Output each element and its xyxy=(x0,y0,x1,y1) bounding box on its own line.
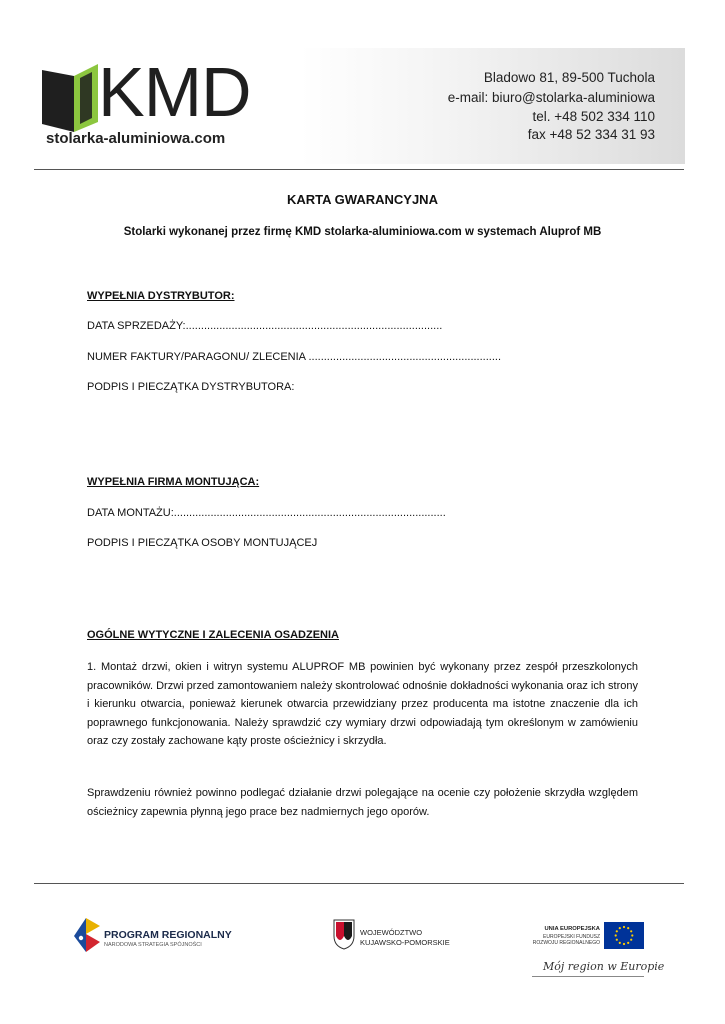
distributor-signature-field: PODPIS I PIECZĄTKA DYSTRYBUTORA: xyxy=(87,381,295,393)
eu-fund-label-2: ROZWOJU REGIONALNEGO xyxy=(532,940,600,946)
contact-address: Bladowo 81, 89-500 Tuchola xyxy=(483,70,655,85)
region-coat-of-arms-icon xyxy=(332,918,356,950)
logo-url: stolarka-aluminiowa.com xyxy=(46,130,226,147)
region-motto: Mój region w Europie xyxy=(543,960,665,973)
eu-label: UNIA EUROPEJSKA xyxy=(544,926,600,932)
distributor-heading: WYPEŁNIA DYSTRYBUTOR: xyxy=(87,290,235,302)
sale-date-field: DATA SPRZEDAŻY:.................................................................................... xyxy=(87,320,443,332)
footer-divider xyxy=(34,883,684,884)
contact-fax: fax +48 52 334 31 93 xyxy=(527,127,655,142)
region-name-line1: WOJEWÓDZTWO xyxy=(360,928,423,937)
guidelines-paragraph-2: Sprawdzeniu również powinno podlegać działanie drzwi polegające na ocenie czy położenie skrzydła względem ościeżnicy zapewnia płynną jego prace bez nadmiernych jego oporów. xyxy=(87,787,638,818)
program-regionalny-title: PROGRAM REGIONALNY xyxy=(104,929,232,941)
region-name-line2: KUJAWSKO-POMORSKIE xyxy=(360,938,450,947)
installer-signature-field: PODPIS I PIECZĄTKA OSOBY MONTUJĄCEJ xyxy=(87,537,318,549)
eu-fund-label-1: EUROPEJSKI FUNDUSZ xyxy=(543,934,600,940)
kmd-logo-icon xyxy=(40,62,98,132)
program-regionalny-subtitle: NARODOWA STRATEGIA SPÓJNOŚCI xyxy=(104,942,202,948)
contact-email: e-mail: biuro@stolarka-aluminiowa xyxy=(447,90,655,105)
document-title: KARTA GWARANCYJNA xyxy=(287,192,438,207)
contact-phone: tel. +48 502 334 110 xyxy=(532,109,655,124)
eu-flag-icon xyxy=(604,922,644,949)
program-regionalny-logo-icon xyxy=(72,916,102,954)
logo-wordmark: KMD xyxy=(98,53,251,131)
header-divider xyxy=(34,169,684,170)
installer-heading: WYPEŁNIA FIRMA MONTUJĄCA: xyxy=(87,476,260,488)
document-subtitle: Stolarki wykonanej przez firmę KMD stolarka-aluminiowa.com w systemach Aluprof MB xyxy=(123,226,602,238)
install-date-field: DATA MONTAŻU:......................................................................................... xyxy=(87,507,446,519)
guidelines-paragraph-1: 1. Montaż drzwi, okien i witryn systemu ALUPROF MB powinien być wykonany przez zespół przeszkolonych pracowników. Drzwi przed zamontowaniem należy skontrolować odnośnie dokładności wykonania oraz ich strony i kierunku otwarcia, ponieważ kierunek otwarcia przewidziany przez producenta ma istotne znaczenie dla ich poprawnego funkcjonowania. Należy sprawdzić czy wymiary drzwi odpowiadają tym określonym w zamówieniu oraz czy zostały zachowane kąty proste ościeżnicy i skrzydła. xyxy=(87,661,638,747)
invoice-number-field: NUMER FAKTURY/PARAGONU/ ZLECENIA ............................................................... xyxy=(87,351,502,363)
motto-underline xyxy=(532,976,644,977)
guidelines-heading: OGÓLNE WYTYCZNE I ZALECENIA OSADZENIA xyxy=(87,629,339,641)
header-background xyxy=(300,48,685,164)
